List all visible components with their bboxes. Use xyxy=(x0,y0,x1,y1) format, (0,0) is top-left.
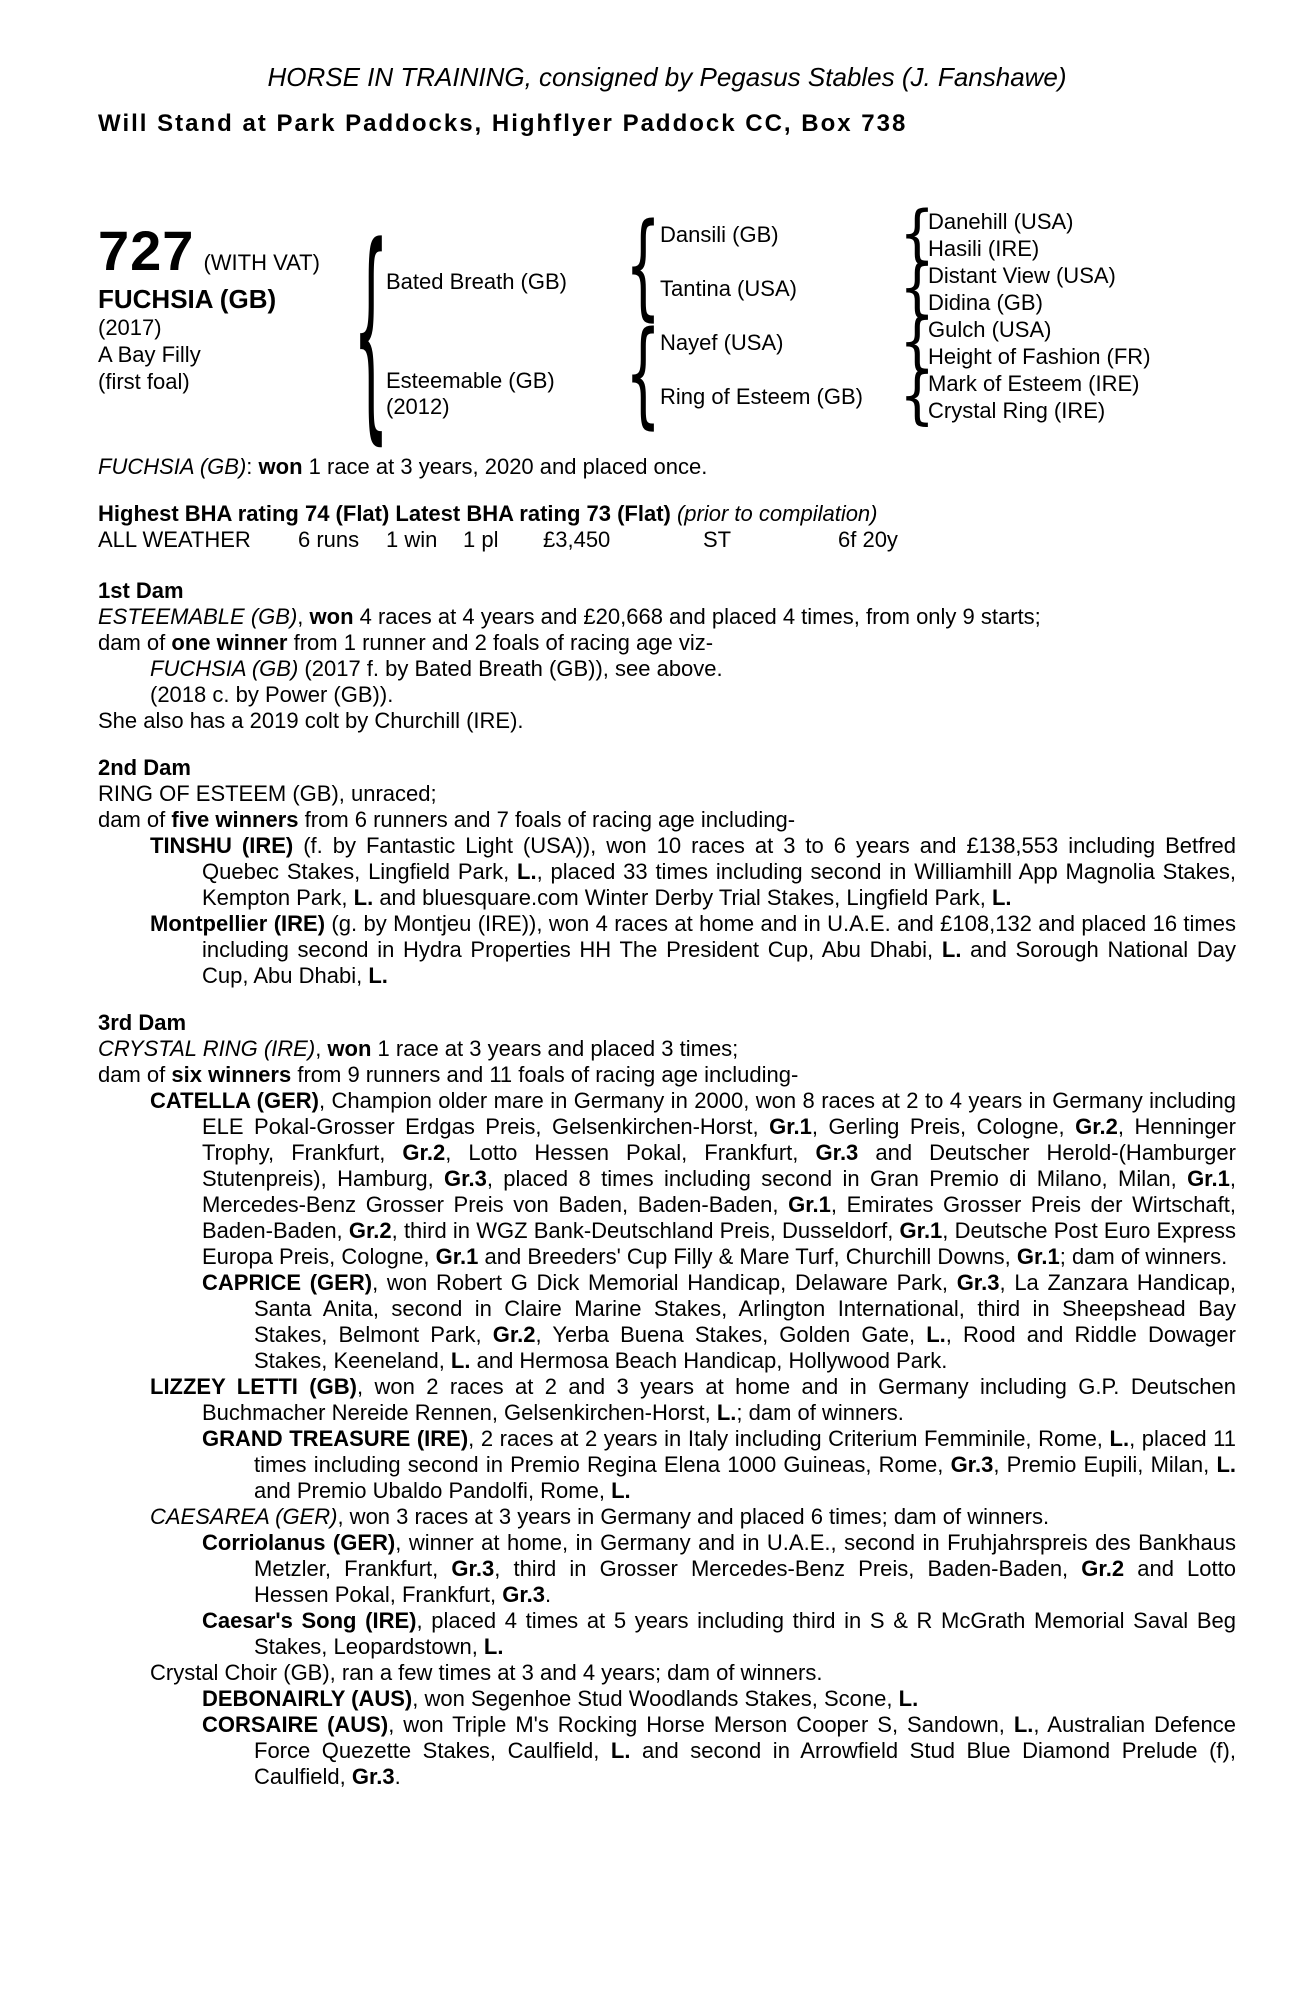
progeny-entry-lizzey-letti: LIZZEY LETTI (GB), won 2 races at 2 and 3 years at home and in Germany including G.P. Deutschen Buchmacher Nereide Rennen, Gelsenkirchen-Horst, L.; dam of winners. xyxy=(150,1374,1236,1425)
lot-number-row xyxy=(98,219,356,282)
pedigree-table xyxy=(356,208,1236,424)
dam-section-heading-3: 3rd Dam xyxy=(98,1010,187,1035)
pedigree-brace-gen3-4 xyxy=(906,370,928,424)
paragraph-crystal-ring: CRYSTAL RING (IRE), won 1 race at 3 years and placed 3 times; xyxy=(98,1036,739,1061)
dam-section-heading-2: 2nd Dam xyxy=(98,755,191,780)
progeny-entry-debonairly: DEBONAIRLY (AUS), won Segenhoe Stud Woodlands Stakes, Scone, L. xyxy=(202,1686,919,1711)
progeny-entry-corriolanus: Corriolanus (GER), winner at home, in Germany and in U.A.E., second in Fruhjahrspreis des Bankhaus Metzler, Frankfurt, Gr.3, third in Grosser Mercedes-Benz Preis, Baden-Baden, Gr.2 and Lotto Hessen Pokal, Frankfurt, Gr.3. xyxy=(202,1530,1236,1607)
progeny-entry-2018-colt: (2018 c. by Power (GB)). xyxy=(150,682,394,707)
race-record-surface: ALL WEATHER xyxy=(98,527,251,552)
great-grandparent-1: Danehill (USA) xyxy=(928,208,1074,234)
paragraph-2019-colt: She also has a 2019 colt by Churchill (IRE). xyxy=(98,708,524,733)
granddam-2: Ring of Esteem (GB) xyxy=(660,384,863,409)
lot-details xyxy=(98,208,356,395)
great-grandparent-3: Distant View (USA) xyxy=(928,262,1116,288)
vat-note: (WITH VAT) xyxy=(203,250,320,275)
stand-location: Will Stand at Park Paddocks, Highflyer Paddock CC, Box 738 xyxy=(98,110,908,137)
great-grandparent-7: Mark of Esteem (IRE) xyxy=(928,370,1140,396)
dam-name: Esteemable (GB) xyxy=(386,368,555,393)
progeny-entry-corsaire: CORSAIRE (AUS), won Triple M's Rocking Horse Merson Cooper S, Sandown, L., Australian Defence Force Quezette Stakes, Caulfield, L. and second in Arrowfield Stud Blue Diamond Prelude (f), Caulfield, Gr.3. xyxy=(202,1712,1237,1789)
sire-name: Bated Breath (GB) xyxy=(386,269,567,294)
progeny-entry-montpellier: Montpellier (IRE) (g. by Montjeu (IRE)), won 4 races at home and in U.A.E. and £108,132 and placed 16 times including second in Hydra Properties HH The President Cup, Abu Dhabi, L. and Sorough National Day Cup, Abu Dhabi, L. xyxy=(150,911,1236,988)
race-record-wins: 1 win xyxy=(386,527,438,552)
race-record-course-type: ST xyxy=(703,527,732,552)
progeny-entry-caesarea: CAESAREA (GER), won 3 races at 3 years in Germany and placed 6 times; dam of winners. xyxy=(150,1504,1050,1529)
progeny-entry-crystal-choir: Crystal Choir (GB), ran a few times at 3 and 4 years; dam of winners. xyxy=(150,1660,823,1685)
progeny-entry-fuchsia: FUCHSIA (GB) (2017 f. by Bated Breath (GB)), see above. xyxy=(150,656,723,681)
lot-number: 727 xyxy=(98,219,195,282)
race-record-table xyxy=(98,527,1236,553)
dam-section-heading-1: 1st Dam xyxy=(98,578,184,603)
lot-and-pedigree xyxy=(98,208,1236,424)
great-grandparent-2: Hasili (IRE) xyxy=(928,235,1040,261)
pedigree-brace-sire-parents xyxy=(626,214,660,322)
horse-description: A Bay Filly xyxy=(98,342,201,367)
horse-name: FUCHSIA (GB) xyxy=(98,284,277,314)
great-grandparent-4: Didina (GB) xyxy=(928,289,1043,315)
race-record-summary: FUCHSIA (GB): won 1 race at 3 years, 2020 and placed once. xyxy=(98,454,708,479)
granddam-1: Tantina (USA) xyxy=(660,276,797,301)
race-record-earnings: £3,450 xyxy=(543,527,611,552)
progeny-entry-caprice: CAPRICE (GER), won Robert G Dick Memorial Handicap, Delaware Park, Gr.3, La Zanzara Handicap, Santa Anita, second in Claire Marine Stakes, Arlington International, third in Sheepshead Bay Stakes, Belmont Park, Gr.2, Yerba Buena Stakes, Golden Gate, L., Rood and Riddle Dowager Stakes, Keeneland, L. and Hermosa Beach Handicap, Hollywood Park. xyxy=(202,1270,1236,1373)
bha-ratings: Highest BHA rating 74 (Flat) Latest BHA rating 73 (Flat) (prior to compilation) xyxy=(98,501,878,526)
paragraph-dam-of-five-winners: dam of five winners from 6 runners and 7 foals of racing age including- xyxy=(98,807,796,832)
horse-year: (2017) xyxy=(98,315,162,340)
progeny-entry-catella: CATELLA (GER), Champion older mare in Germany in 2000, won 8 races at 2 to 4 years in Germany including ELE Pokal-Grosser Erdgas Preis, Gelsenkirchen-Horst, Gr.1, Gerling Preis, Cologne, Gr.2, Henninger Trophy, Frankfurt, Gr.2, Lotto Hessen Pokal, Frankfurt, Gr.3 and Deutscher Herold-(Hamburger Stutenpreis), Hamburg, Gr.3, placed 8 times including second in Gran Premio di Milano, Milan, Gr.1, Mercedes-Benz Grosser Preis von Baden, Baden-Baden, Gr.1, Emirates Grosser Preis der Wirtschaft, Baden-Baden, Gr.2, third in WGZ Bank-Deutschland Preis, Dusseldorf, Gr.1, Deutsche Post Euro Express Europa Preis, Cologne, Gr.1 and Breeders' Cup Filly & Mare Turf, Churchill Downs, Gr.1; dam of winners. xyxy=(150,1088,1237,1269)
grandsire-1: Dansili (GB) xyxy=(660,222,779,247)
page-title: HORSE IN TRAINING, consigned by Pegasus Stables (J. Fanshawe) xyxy=(267,62,1067,92)
dam-year: (2012) xyxy=(386,394,450,419)
great-grandparent-8: Crystal Ring (IRE) xyxy=(928,397,1106,423)
progeny-entry-tinshu: TINSHU (IRE) (f. by Fantastic Light (USA)), won 10 races at 3 to 6 years and £138,553 including Betfred Quebec Stakes, Lingfield Park, L., placed 33 times including second in Williamhill App Magnolia Stakes, Kempton Park, L. and bluesquare.com Winter Derby Trial Stakes, Lingfield Park, L. xyxy=(150,833,1237,910)
race-record-runs: 6 runs xyxy=(298,527,360,552)
grandsire-2: Nayef (USA) xyxy=(660,330,784,355)
dam-block xyxy=(386,340,626,448)
pedigree-brace-dam-parents xyxy=(626,322,660,430)
paragraph-dam-of-one-winner: dam of one winner from 1 runner and 2 foals of racing age viz- xyxy=(98,630,714,655)
progeny-entry-caesars-song: Caesar's Song (IRE), placed 4 times at 5 years including third in S & R McGrath Memorial Saval Beg Stakes, Leopardstown, L. xyxy=(202,1608,1236,1659)
race-record-places: 1 pl xyxy=(463,527,499,552)
pedigree-brace-gen1 xyxy=(356,228,386,444)
race-record-distance: 6f 20y xyxy=(838,527,898,552)
paragraph-ring-of-esteem: RING OF ESTEEM (GB), unraced; xyxy=(98,781,437,806)
paragraph-dam-of-six-winners: dam of six winners from 9 runners and 11 foals of racing age including- xyxy=(98,1062,799,1087)
paragraph-esteemable: ESTEEMABLE (GB), won 4 races at 4 years and £20,668 and placed 4 times, from only 9 starts; xyxy=(98,604,1041,629)
foal-note: (first foal) xyxy=(98,369,190,394)
great-grandparent-6: Height of Fashion (FR) xyxy=(928,343,1151,369)
progeny-entry-grand-treasure: GRAND TREASURE (IRE), 2 races at 2 years in Italy including Criterium Femminile, Rome, L., placed 11 times including second in Premio Regina Elena 1000 Guineas, Rome, Gr.3, Premio Eupili, Milan, L. and Premio Ubaldo Pandolfi, Rome, L. xyxy=(202,1426,1236,1503)
great-grandparent-5: Gulch (USA) xyxy=(928,316,1052,342)
